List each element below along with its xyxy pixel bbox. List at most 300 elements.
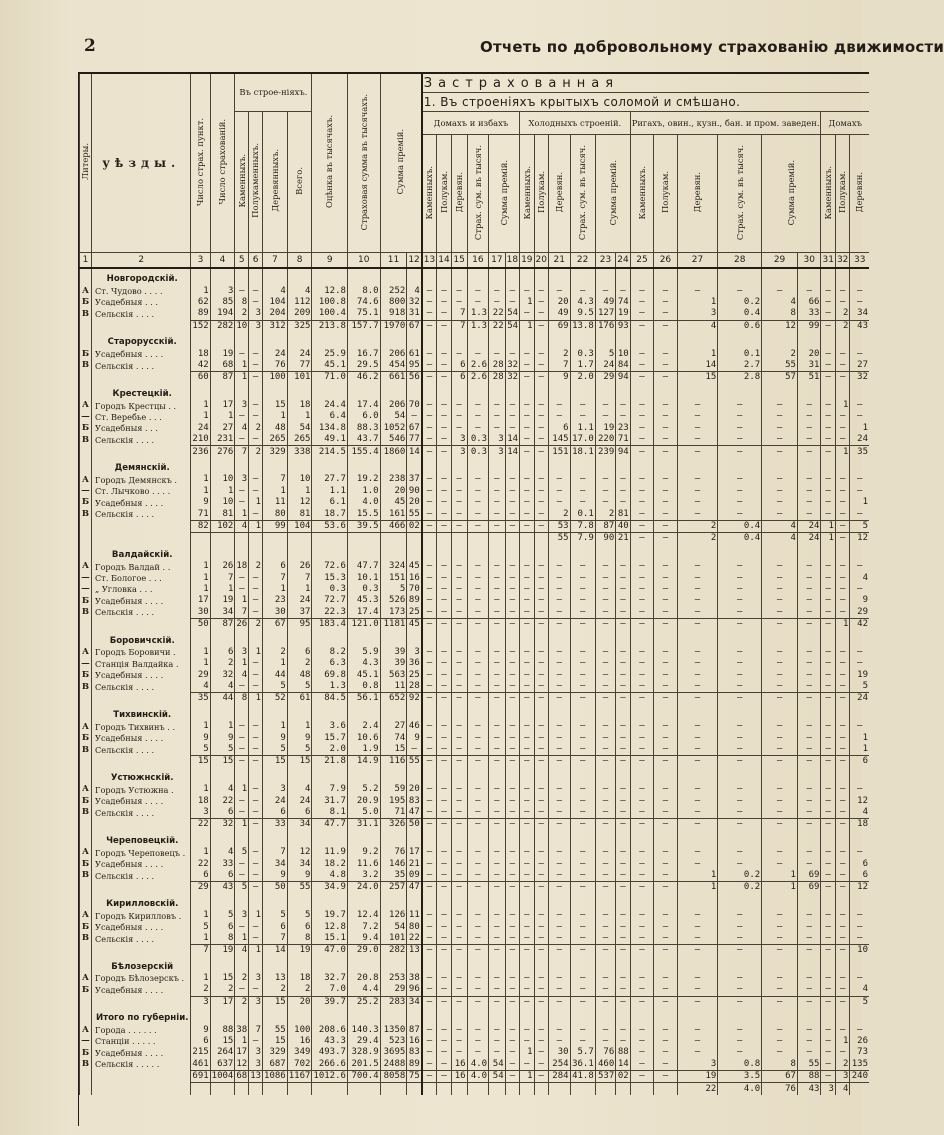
- value-cell: —: [616, 607, 630, 619]
- value-cell: 99: [263, 520, 288, 532]
- value-cell: 1: [191, 658, 210, 669]
- value-cell: 1: [263, 584, 288, 595]
- empty-cell: [850, 545, 869, 561]
- value-cell: 71: [191, 508, 210, 520]
- value-cell: —: [249, 486, 263, 497]
- value-cell: —: [489, 486, 506, 497]
- value-cell: 14: [677, 360, 718, 372]
- letter-cell: [80, 831, 92, 847]
- value-cell: —: [718, 647, 762, 658]
- value-cell: —: [467, 400, 489, 411]
- value-cell: —: [677, 910, 718, 921]
- value-cell: 231: [210, 434, 235, 446]
- value-cell: 2.4: [347, 721, 380, 732]
- value-cell: [505, 533, 519, 545]
- value-cell: —: [616, 1036, 630, 1047]
- empty-cell: [654, 894, 677, 910]
- value-cell: 6: [850, 870, 869, 882]
- value-cell: —: [677, 945, 718, 957]
- value-cell: 526: [380, 595, 407, 606]
- value-cell: —: [762, 945, 798, 957]
- value-cell: 18.2: [312, 858, 348, 869]
- table-row: [80, 434, 870, 446]
- value-cell: —: [654, 756, 677, 768]
- value-cell: —: [520, 520, 534, 532]
- value-cell: —: [489, 693, 506, 705]
- value-cell: 56.1: [347, 693, 380, 705]
- empty-cell: [570, 384, 595, 400]
- value-cell: 43.3: [312, 1036, 348, 1047]
- value-cell: 19: [616, 308, 630, 320]
- value-cell: —: [467, 1036, 489, 1047]
- value-cell: 3: [235, 647, 249, 658]
- value-cell: 2.6: [467, 372, 489, 384]
- value-cell: —: [654, 847, 677, 858]
- value-cell: —: [835, 858, 849, 869]
- letter-cell: В: [80, 308, 92, 320]
- value-cell: 1: [191, 784, 210, 795]
- value-cell: —: [595, 882, 616, 894]
- column-number: 13: [422, 253, 437, 269]
- empty-cell: [654, 956, 677, 972]
- value-cell: 220: [595, 434, 616, 446]
- value-cell: —: [677, 561, 718, 572]
- value-cell: —: [249, 584, 263, 595]
- letter-cell: [80, 332, 92, 348]
- value-cell: 4: [263, 285, 288, 296]
- empty-cell: [520, 332, 534, 348]
- table-row: [80, 508, 870, 520]
- value-cell: 1.9: [347, 744, 380, 756]
- value-cell: —: [505, 1071, 519, 1083]
- column-number: 7: [263, 253, 288, 269]
- col-premium-header: Сумма премій.: [380, 74, 422, 253]
- empty-cell: [850, 956, 869, 972]
- value-cell: —: [718, 973, 762, 984]
- empty-cell: [210, 705, 235, 721]
- value-cell: [249, 533, 263, 545]
- table-row: [80, 607, 870, 619]
- value-cell: 183.4: [312, 618, 348, 630]
- value-cell: 116: [380, 756, 407, 768]
- value-cell: 3695: [380, 1047, 407, 1058]
- value-cell: 3: [235, 474, 249, 485]
- empty-cell: [380, 768, 407, 784]
- value-cell: [489, 533, 506, 545]
- col-total-header: Всего.: [287, 112, 312, 253]
- empty-cell: [347, 332, 380, 348]
- value-cell: —: [422, 670, 437, 681]
- value-cell: —: [437, 520, 451, 532]
- value-cell: —: [505, 670, 519, 681]
- value-cell: —: [422, 933, 437, 945]
- value-cell: —: [451, 411, 467, 422]
- value-cell: 94: [616, 446, 630, 458]
- empty-cell: [616, 894, 630, 910]
- value-cell: —: [595, 561, 616, 572]
- value-cell: —: [595, 847, 616, 858]
- value-cell: —: [850, 297, 869, 308]
- letter-cell: [80, 819, 92, 831]
- value-cell: —: [534, 1024, 548, 1035]
- table-row: [80, 423, 870, 434]
- value-cell: 5: [287, 681, 312, 693]
- value-cell: —: [821, 1036, 835, 1047]
- value-cell: 800: [380, 297, 407, 308]
- value-cell: —: [762, 807, 798, 819]
- value-cell: —: [489, 984, 506, 996]
- empty-cell: [570, 705, 595, 721]
- value-cell: 1970: [380, 320, 407, 332]
- value-cell: —: [835, 921, 849, 932]
- empty-cell: [616, 956, 630, 972]
- value-cell: 1: [287, 721, 312, 732]
- value-cell: —: [797, 423, 821, 434]
- letter-cell: А: [80, 973, 92, 984]
- value-cell: 20: [407, 784, 422, 795]
- value-cell: —: [235, 486, 249, 497]
- empty-cell: [312, 630, 348, 646]
- banner-insured: Застрахованная: [422, 74, 869, 93]
- value-cell: —: [718, 584, 762, 595]
- value-cell: —: [505, 647, 519, 658]
- value-cell: 69: [797, 882, 821, 894]
- value-cell: —: [451, 618, 467, 630]
- value-cell: 8058: [380, 1071, 407, 1083]
- value-cell: —: [718, 561, 762, 572]
- value-cell: —: [762, 681, 798, 693]
- value-cell: —: [835, 693, 849, 705]
- value-cell: —: [451, 474, 467, 485]
- value-cell: 3: [263, 784, 288, 795]
- value-cell: —: [534, 732, 548, 743]
- value-cell: —: [407, 411, 422, 422]
- value-cell: —: [548, 996, 570, 1008]
- value-cell: 5: [595, 348, 616, 359]
- value-cell: 209: [287, 308, 312, 320]
- value-cell: 0.8: [347, 681, 380, 693]
- empty-cell: [718, 705, 762, 721]
- value-cell: —: [548, 618, 570, 630]
- value-cell: 0.3: [570, 348, 595, 359]
- value-cell: —: [422, 618, 437, 630]
- value-cell: —: [821, 423, 835, 434]
- value-cell: —: [570, 681, 595, 693]
- value-cell: —: [422, 910, 437, 921]
- value-cell: —: [451, 561, 467, 572]
- value-cell: 1: [191, 561, 210, 572]
- value-cell: —: [548, 984, 570, 996]
- value-cell: 0.1: [570, 508, 595, 520]
- value-cell: —: [821, 572, 835, 583]
- empty-cell: [489, 705, 506, 721]
- value-cell: 104: [287, 520, 312, 532]
- value-cell: —: [630, 858, 653, 869]
- column-number: 17: [489, 253, 506, 269]
- value-cell: —: [630, 847, 653, 858]
- table-row: [80, 595, 870, 606]
- value-cell: 15: [263, 1036, 288, 1047]
- value-cell: —: [762, 1047, 798, 1058]
- empty-cell: [451, 458, 467, 474]
- empty-cell: [451, 268, 467, 285]
- value-cell: —: [835, 348, 849, 359]
- value-cell: —: [249, 784, 263, 795]
- value-cell: 4: [762, 297, 798, 308]
- value-cell: 12.8: [312, 921, 348, 932]
- value-cell: —: [437, 807, 451, 819]
- table-row: [80, 658, 870, 669]
- value-cell: 1: [191, 973, 210, 984]
- value-cell: —: [797, 1036, 821, 1047]
- value-cell: —: [595, 732, 616, 743]
- value-cell: 1: [762, 882, 798, 894]
- column-number: 28: [718, 253, 762, 269]
- value-cell: —: [821, 561, 835, 572]
- empty-cell: [835, 332, 849, 348]
- value-cell: 11.6: [347, 858, 380, 869]
- value-cell: —: [654, 618, 677, 630]
- value-cell: —: [630, 870, 653, 882]
- value-cell: —: [850, 721, 869, 732]
- locality-name: [92, 693, 191, 705]
- value-cell: —: [630, 297, 653, 308]
- value-cell: 6: [210, 921, 235, 932]
- value-cell: —: [437, 858, 451, 869]
- locality-name: [92, 819, 191, 831]
- value-cell: —: [534, 561, 548, 572]
- value-cell: —: [422, 732, 437, 743]
- value-cell: 10: [616, 348, 630, 359]
- value-cell: —: [570, 285, 595, 296]
- locality-name: Ст. Лычково . . . .: [92, 486, 191, 497]
- value-cell: 89: [407, 1059, 422, 1071]
- value-cell: [595, 1083, 616, 1095]
- empty-cell: [380, 458, 407, 474]
- value-cell: 60: [191, 372, 210, 384]
- empty-cell: [762, 268, 798, 285]
- sub-prem-1: Сумма премій.: [489, 135, 520, 253]
- value-cell: 14: [505, 434, 519, 446]
- value-cell: —: [595, 584, 616, 595]
- empty-cell: [451, 894, 467, 910]
- empty-cell: [520, 894, 534, 910]
- value-cell: —: [422, 372, 437, 384]
- value-cell: —: [489, 681, 506, 693]
- value-cell: —: [630, 285, 653, 296]
- empty-cell: [407, 768, 422, 784]
- value-cell: 55: [548, 533, 570, 545]
- value-cell: —: [520, 348, 534, 359]
- value-cell: —: [654, 1024, 677, 1035]
- value-cell: —: [630, 1071, 653, 1083]
- ledger-frame: [78, 72, 869, 1126]
- value-cell: —: [489, 572, 506, 583]
- empty-cell: [249, 705, 263, 721]
- district-name: Валдайскій.: [92, 545, 191, 561]
- value-cell: —: [835, 561, 849, 572]
- district-heading-row: [80, 630, 870, 646]
- empty-cell: [235, 630, 249, 646]
- value-cell: —: [422, 819, 437, 831]
- value-cell: 282: [380, 945, 407, 957]
- value-cell: 0.3: [312, 584, 348, 595]
- value-cell: 34: [210, 607, 235, 619]
- value-cell: —: [570, 400, 595, 411]
- locality-name: Сельскія . . . .: [92, 308, 191, 320]
- column-number: 8: [287, 253, 312, 269]
- value-cell: 9: [548, 372, 570, 384]
- value-cell: 4.0: [347, 497, 380, 508]
- value-cell: —: [548, 882, 570, 894]
- value-cell: —: [534, 411, 548, 422]
- value-cell: —: [249, 411, 263, 422]
- value-cell: 54: [505, 308, 519, 320]
- value-cell: 45.1: [312, 360, 348, 372]
- empty-cell: [548, 768, 570, 784]
- letter-cell: А: [80, 721, 92, 732]
- value-cell: —: [797, 784, 821, 795]
- value-cell: —: [616, 870, 630, 882]
- empty-cell: [548, 705, 570, 721]
- empty-cell: [520, 630, 534, 646]
- empty-cell: [263, 894, 288, 910]
- value-cell: —: [718, 996, 762, 1008]
- value-cell: —: [467, 1024, 489, 1035]
- value-cell: 32: [505, 372, 519, 384]
- value-cell: —: [534, 721, 548, 732]
- value-cell: —: [595, 921, 616, 932]
- empty-cell: [263, 705, 288, 721]
- column-number: 33: [850, 253, 869, 269]
- value-cell: —: [630, 973, 653, 984]
- value-cell: —: [835, 607, 849, 619]
- value-cell: 20: [797, 348, 821, 359]
- value-cell: [235, 1083, 249, 1095]
- value-cell: —: [677, 670, 718, 681]
- value-cell: —: [595, 658, 616, 669]
- empty-cell: [718, 768, 762, 784]
- value-cell: —: [595, 807, 616, 819]
- value-cell: —: [534, 497, 548, 508]
- empty-cell: [249, 384, 263, 400]
- district-heading-row: [80, 831, 870, 847]
- empty-cell: [762, 956, 798, 972]
- value-cell: 12.4: [347, 910, 380, 921]
- value-cell: —: [718, 910, 762, 921]
- value-cell: 7: [451, 308, 467, 320]
- value-cell: —: [762, 996, 798, 1008]
- letter-cell: Б: [80, 595, 92, 606]
- empty-cell: [437, 458, 451, 474]
- value-cell: —: [821, 973, 835, 984]
- value-cell: —: [451, 784, 467, 795]
- col-uezdy-header: уѣзды.: [92, 74, 191, 253]
- value-cell: [287, 533, 312, 545]
- value-cell: —: [505, 1024, 519, 1035]
- value-cell: —: [570, 984, 595, 996]
- empty-cell: [821, 630, 835, 646]
- value-cell: 8: [210, 933, 235, 945]
- value-cell: 461: [192, 1058, 209, 1069]
- value-cell: —: [630, 584, 653, 595]
- value-cell: —: [797, 572, 821, 583]
- value-cell: —: [654, 423, 677, 434]
- empty-cell: [422, 768, 437, 784]
- empty-cell: [467, 831, 489, 847]
- value-cell: 62: [191, 297, 210, 308]
- value-cell: —: [654, 693, 677, 705]
- value-cell: 34: [850, 308, 869, 320]
- empty-cell: [235, 268, 249, 285]
- value-cell: —: [451, 973, 467, 984]
- value-cell: —: [422, 520, 437, 532]
- value-cell: —: [505, 910, 519, 921]
- value-cell: —: [505, 474, 519, 485]
- empty-cell: [595, 332, 616, 348]
- value-cell: 1.0: [347, 486, 380, 497]
- value-cell: —: [570, 595, 595, 606]
- value-cell: [347, 533, 380, 545]
- value-cell: —: [437, 308, 451, 320]
- value-cell: —: [821, 474, 835, 485]
- empty-cell: [422, 1008, 437, 1024]
- value-cell: 20: [380, 486, 407, 497]
- value-cell: —: [437, 870, 451, 882]
- empty-cell: [407, 458, 422, 474]
- value-cell: —: [718, 945, 762, 957]
- value-cell: —: [654, 561, 677, 572]
- value-cell: —: [616, 819, 630, 831]
- value-cell: —: [797, 411, 821, 422]
- value-cell: 19: [595, 423, 616, 434]
- value-cell: —: [505, 921, 519, 932]
- value-cell: —: [505, 882, 519, 894]
- value-cell: —: [616, 732, 630, 743]
- district-name: Тихвинскій.: [92, 705, 191, 721]
- value-cell: —: [677, 732, 718, 743]
- value-cell: —: [520, 647, 534, 658]
- letter-cell: [80, 458, 92, 474]
- value-cell: —: [677, 784, 718, 795]
- value-cell: [467, 533, 489, 545]
- value-cell: —: [835, 910, 849, 921]
- sub-wood-1: Деревян.: [451, 135, 467, 253]
- empty-cell: [505, 956, 519, 972]
- value-cell: 34: [407, 996, 422, 1008]
- value-cell: —: [505, 819, 519, 831]
- value-cell: —: [451, 795, 467, 806]
- empty-cell: [287, 956, 312, 972]
- value-cell: —: [505, 297, 519, 308]
- value-cell: —: [548, 756, 570, 768]
- empty-cell: [489, 630, 506, 646]
- letter-cell: Б: [80, 1047, 92, 1058]
- empty-cell: [422, 545, 437, 561]
- value-cell: [210, 1083, 235, 1095]
- value-cell: 206: [380, 348, 407, 359]
- value-cell: 1: [191, 721, 210, 732]
- value-cell: —: [835, 945, 849, 957]
- value-cell: 3: [451, 446, 467, 458]
- value-cell: —: [677, 819, 718, 831]
- value-cell: 61: [407, 348, 422, 359]
- value-cell: 32: [210, 670, 235, 681]
- empty-cell: [835, 268, 849, 285]
- value-cell: —: [437, 446, 451, 458]
- empty-cell: [249, 458, 263, 474]
- value-cell: —: [654, 474, 677, 485]
